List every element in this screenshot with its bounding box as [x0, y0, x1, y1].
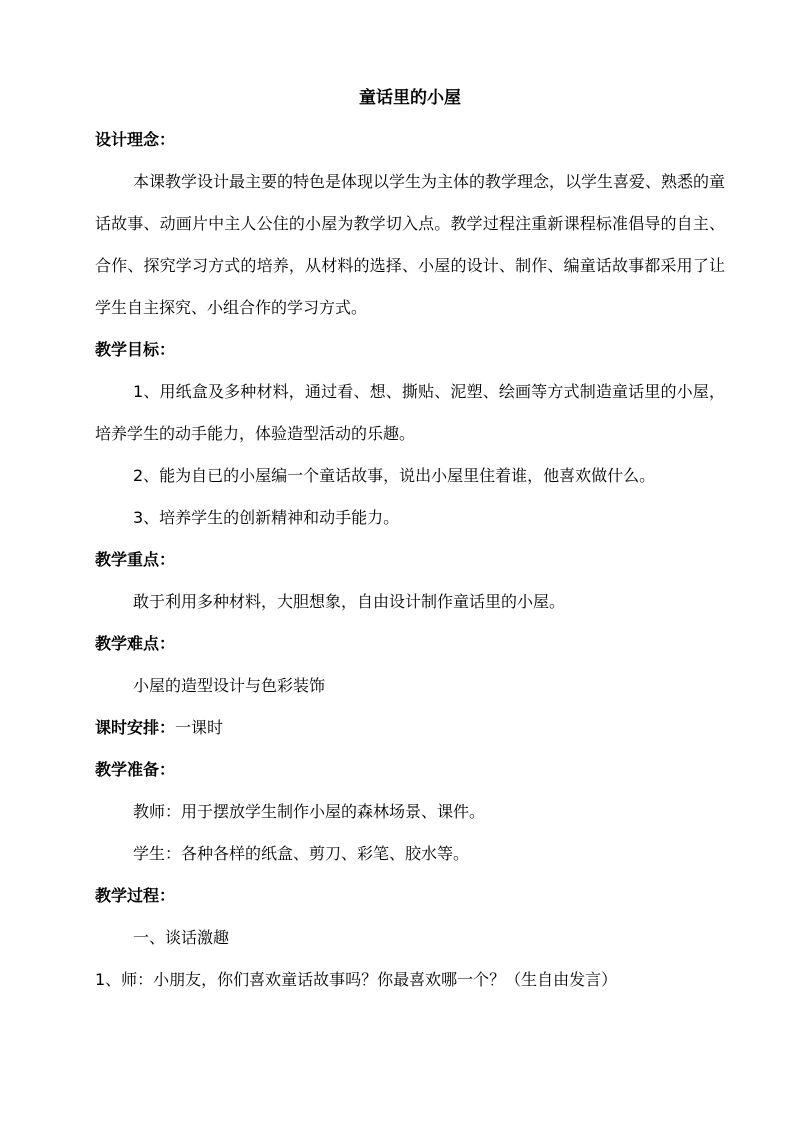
section-heading-teaching-goals: 教学目标： [95, 340, 176, 359]
section-heading-process: 教学过程： [95, 886, 176, 905]
design-concept-paragraph: 本课教学设计最主要的特色是体现以学生为主体的教学理念，以学生喜爱、熟悉的童话故事、动画片中主人公住的小屋为教学切入点。教学过程注重新课程标准倡导的自主、合作、探究学习方式的培养，从材料的选择、小屋的设计、制作、编童话故事都采用了让学生自主探究、小组合作的学习方式。 [95, 172, 726, 317]
section-heading-difficulties: 教学难点： [95, 634, 176, 653]
section-heading-preparation: 教学准备： [95, 760, 176, 779]
teaching-goal-2: 2、能为自已的小屋编一个童话故事，说出小屋里住着谁，他喜欢做什么。 [133, 466, 656, 485]
process-step-1: 1、师：小朋友，你们喜欢童话故事吗？你最喜欢哪一个？（生自由发言） [95, 970, 618, 989]
process-step-heading: 一、谈话激趣 [133, 928, 230, 947]
class-hours-line [95, 714, 725, 742]
preparation-teacher: 教师：用于摆放学生制作小屋的森林场景、课件。 [133, 802, 486, 821]
section-heading-key-points: 教学重点： [95, 550, 176, 569]
key-points-paragraph: 敢于利用多种材料，大胆想象，自由设计制作童话里的小屋。 [133, 592, 566, 611]
teaching-goal-3: 3、培养学生的创新精神和动手能力。 [133, 508, 400, 527]
difficulties-paragraph: 小屋的造型设计与色彩装饰 [133, 676, 326, 695]
preparation-students: 学生：各种各样的纸盒、剪刀、彩笔、胶水等。 [133, 844, 470, 863]
section-heading-class-hours: 课时安排： [95, 718, 176, 737]
section-heading-design-concept: 设计理念： [95, 130, 176, 149]
document-page [95, 84, 725, 1008]
document-title: 童话里的小屋 [359, 88, 461, 108]
teaching-goal-1: 1、用纸盒及多种材料，通过看、想、撕贴、泥塑、绘画等方式制造童话里的小屋，培养学生的动手能力，体验造型活动的乐趣。 [95, 382, 725, 443]
class-hours-value: 一课时 [175, 718, 224, 737]
